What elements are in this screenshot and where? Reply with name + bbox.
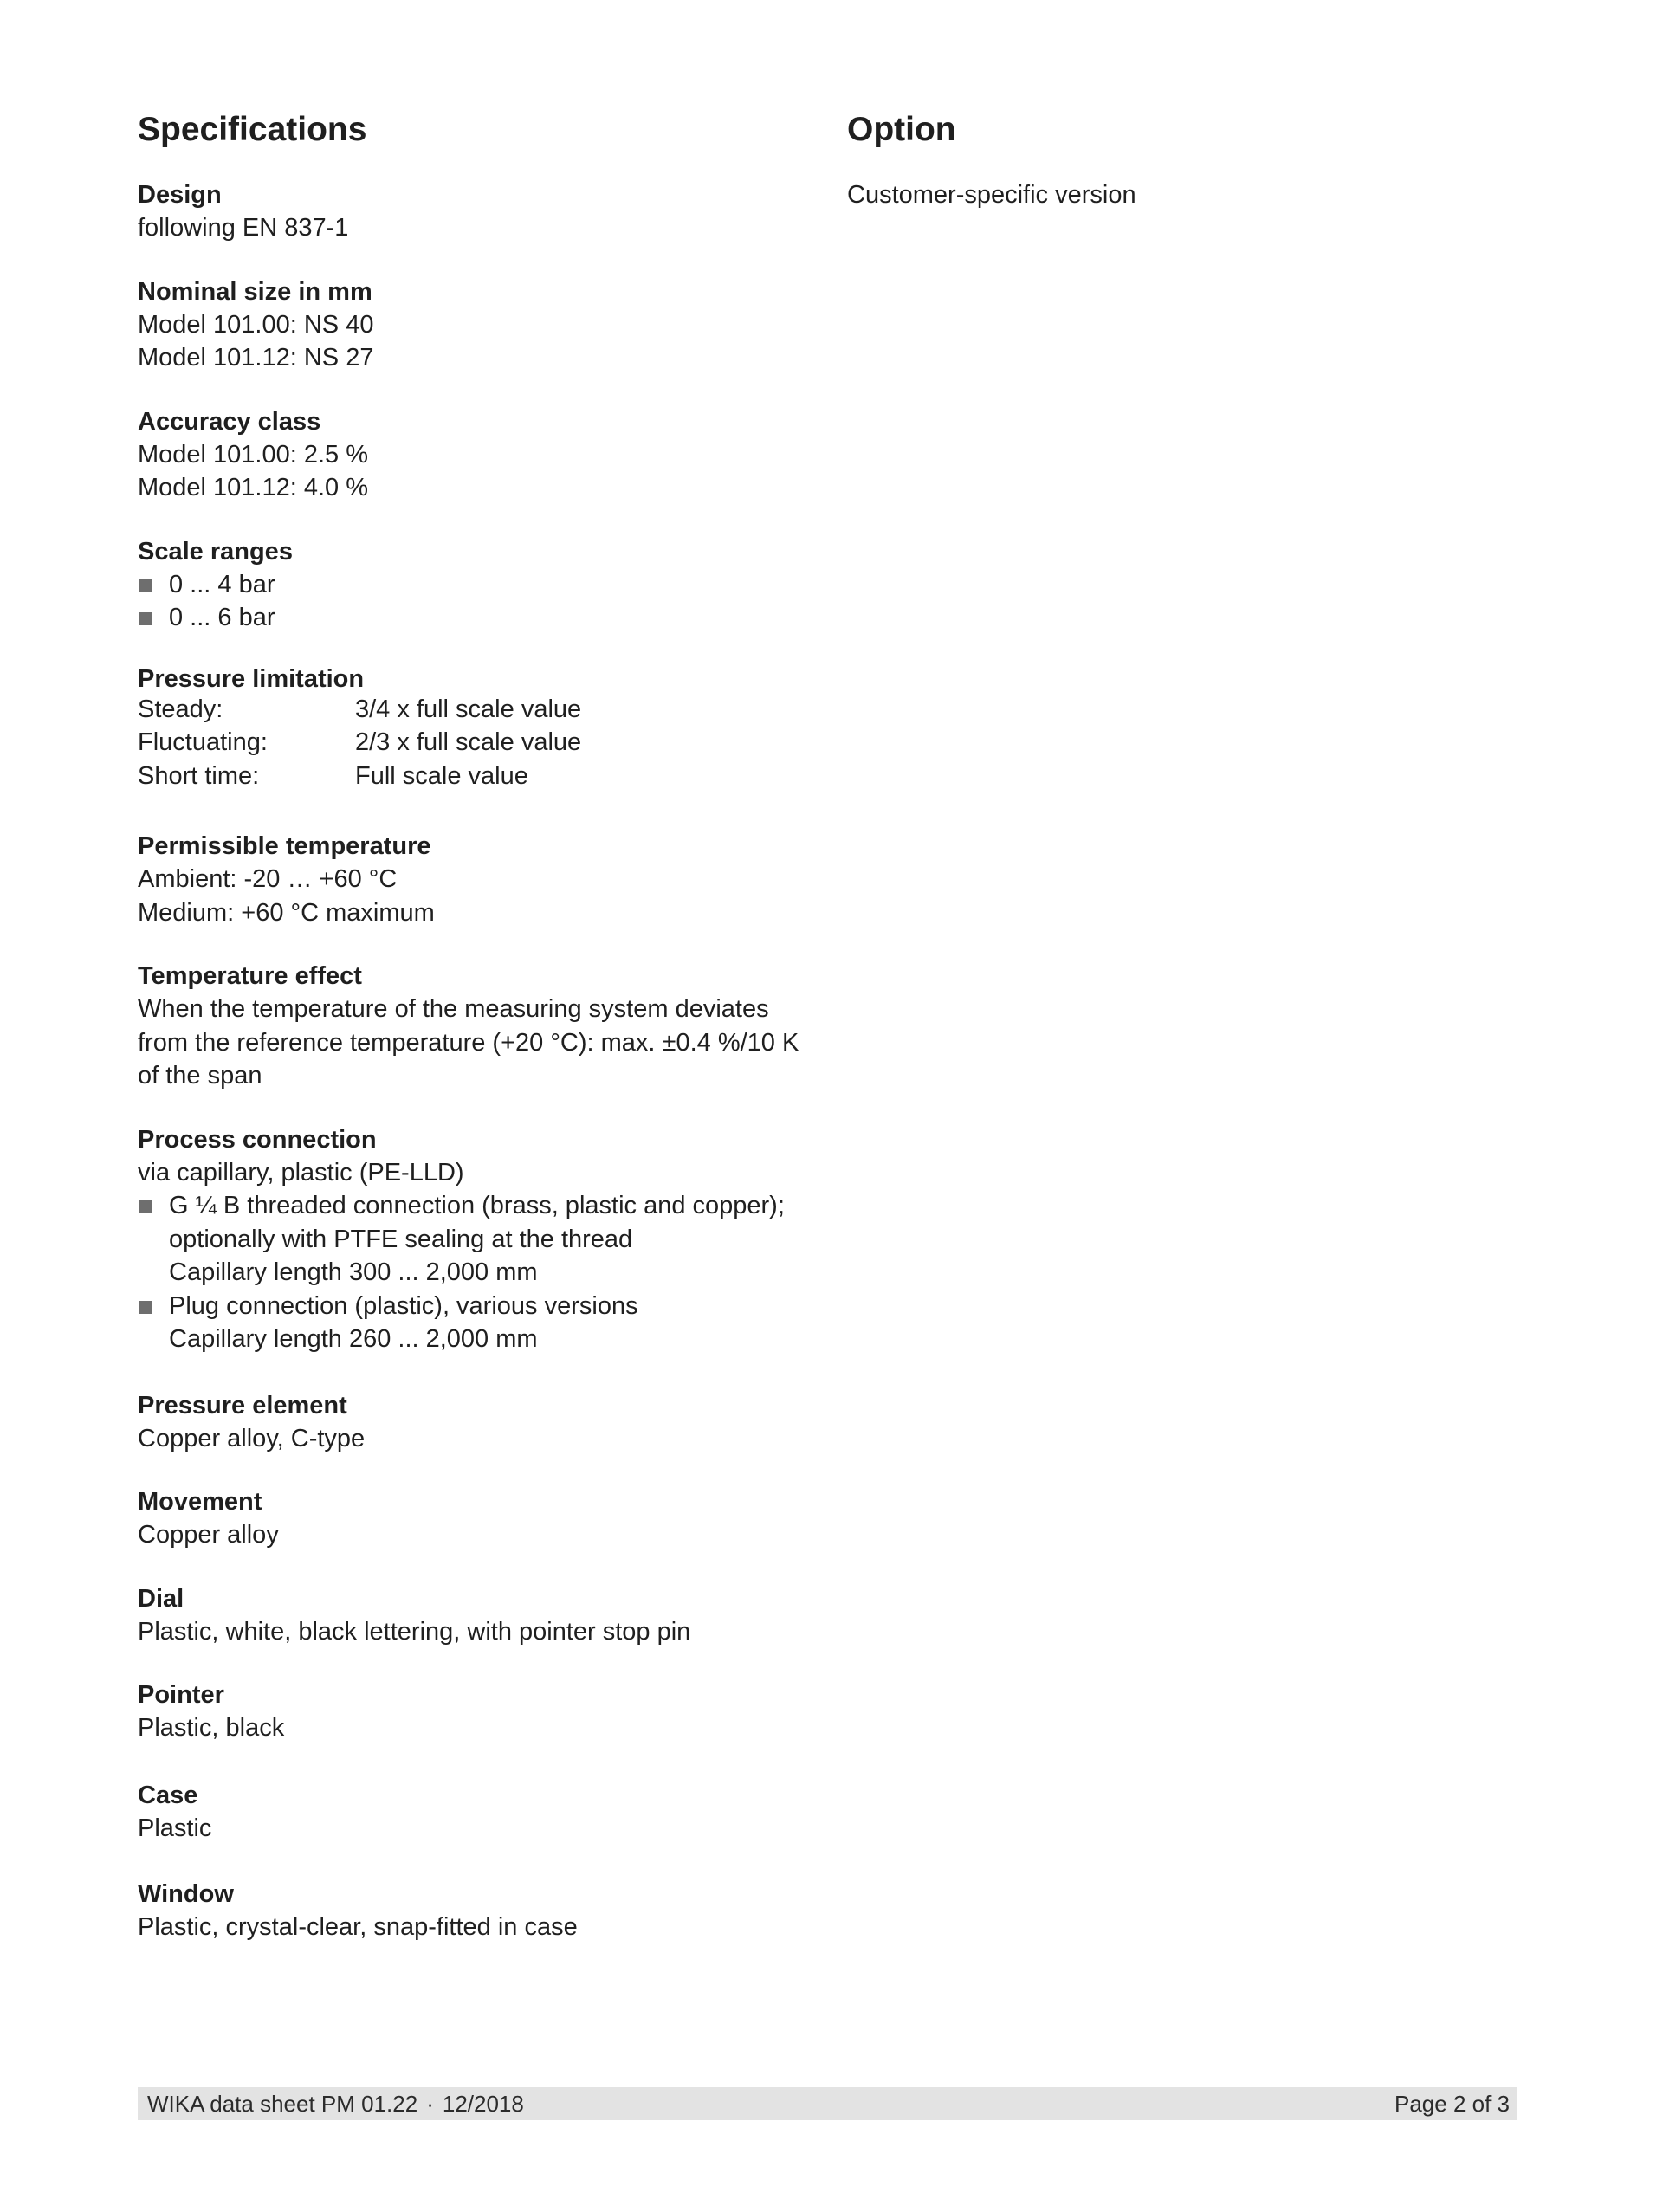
nominal-size-section — [138, 275, 796, 375]
scale-range-item — [138, 568, 796, 602]
scale-range-text: 0 ... 6 bar — [169, 604, 275, 631]
process-connection-text: Capillary length 260 ... 2,000 mm — [169, 1325, 538, 1353]
process-connection-list — [138, 1189, 796, 1356]
pressure-limitation-title: Pressure limitation — [138, 664, 365, 693]
specifications-heading: Specifications — [138, 111, 367, 148]
option-heading: Option — [847, 111, 956, 148]
specifications-column — [138, 178, 799, 1975]
pressure-limitation-value: 3/4 x full scale value — [355, 695, 582, 723]
pressure-limitation-value: 2/3 x full scale value — [355, 728, 582, 756]
process-connection-item — [138, 1290, 796, 1356]
case-value: Plastic — [138, 1814, 212, 1842]
pressure-limitation-row — [138, 726, 796, 760]
case-title: Case — [138, 1781, 198, 1809]
nominal-size-line: Model 101.00: NS 40 — [138, 310, 374, 339]
temperature-effect-title: Temperature effect — [138, 962, 362, 990]
scale-ranges-section — [138, 535, 796, 635]
dial-title: Dial — [138, 1584, 184, 1613]
accuracy-class-line: Model 101.12: 4.0 % — [138, 474, 369, 501]
movement-value: Copper alloy — [138, 1521, 279, 1549]
pressure-element-title: Pressure element — [138, 1391, 347, 1420]
option-column — [847, 178, 1505, 211]
process-connection-text: Plug connection (plastic), various versions — [169, 1291, 638, 1320]
movement-section — [138, 1485, 796, 1552]
design-value: following EN 837-1 — [138, 214, 349, 242]
process-connection-text: optionally with PTFE sealing at the thread — [169, 1225, 633, 1253]
pressure-limitation-row — [138, 760, 796, 793]
pressure-limitation-value: Full scale value — [355, 761, 528, 790]
pressure-element-value: Copper alloy, C-type — [138, 1424, 366, 1452]
pointer-title: Pointer — [138, 1681, 224, 1709]
window-section — [138, 1878, 796, 1944]
square-bullet-icon — [139, 1200, 152, 1213]
square-bullet-icon — [139, 579, 152, 592]
page-footer — [138, 2087, 1517, 2120]
pressure-limitation-key: Fluctuating: — [138, 728, 268, 756]
pointer-value: Plastic, black — [138, 1714, 285, 1742]
temperature-effect-line: from the reference temperature (+20 °C): max. ±0.4 %/10 K — [138, 1028, 799, 1057]
square-bullet-icon — [139, 1301, 152, 1314]
window-title: Window — [138, 1880, 234, 1908]
accuracy-class-title: Accuracy class — [138, 407, 321, 436]
movement-title: Movement — [138, 1488, 262, 1516]
pressure-limitation-key: Steady: — [138, 695, 223, 723]
accuracy-class-section — [138, 405, 796, 505]
footer-doc-info — [147, 2087, 524, 2120]
scale-ranges-list — [138, 568, 796, 635]
temperature-effect-section — [138, 960, 799, 1093]
permissible-temperature-section — [138, 830, 796, 929]
dial-value: Plastic, white, black lettering, with pointer stop pin — [138, 1617, 691, 1646]
footer-doc-title: WIKA data sheet PM 01.22 — [147, 2091, 418, 2117]
case-section — [138, 1779, 796, 1846]
scale-range-item — [138, 601, 796, 635]
pressure-limitation-key: Short time: — [138, 761, 260, 790]
process-connection-text: G ¼ B threaded connection (brass, plastic and copper); — [169, 1192, 785, 1219]
design-title: Design — [138, 181, 222, 209]
permissible-temperature-line: Ambient: -20 … +60 °C — [138, 865, 398, 893]
dial-section — [138, 1582, 796, 1649]
temperature-effect-line: When the temperature of the measuring system deviates — [138, 995, 769, 1023]
footer-separator: · — [426, 2091, 434, 2117]
design-section — [138, 178, 796, 245]
scale-range-text: 0 ... 4 bar — [169, 570, 275, 598]
window-value: Plastic, crystal-clear, snap-fitted in case — [138, 1913, 578, 1941]
temperature-effect-line: of the span — [138, 1062, 262, 1090]
process-connection-item — [138, 1189, 796, 1290]
permissible-temperature-title: Permissible temperature — [138, 832, 431, 860]
permissible-temperature-line: Medium: +60 °C maximum — [138, 898, 435, 927]
option-text: Customer-specific version — [847, 181, 1136, 209]
scale-ranges-title: Scale ranges — [138, 537, 293, 566]
nominal-size-title: Nominal size in mm — [138, 277, 372, 306]
footer-page-number: Page 2 of 3 — [1394, 2091, 1510, 2117]
pressure-limitation-row — [138, 693, 796, 727]
square-bullet-icon — [139, 612, 152, 625]
pointer-section — [138, 1678, 796, 1745]
pressure-limitation-section — [138, 665, 796, 793]
process-connection-section — [138, 1123, 796, 1356]
nominal-size-line: Model 101.12: NS 27 — [138, 344, 374, 372]
process-connection-title: Process connection — [138, 1125, 377, 1154]
pressure-element-section — [138, 1389, 796, 1456]
process-connection-text: Capillary length 300 ... 2,000 mm — [169, 1258, 538, 1286]
accuracy-class-line: Model 101.00: 2.5 % — [138, 440, 369, 469]
process-connection-intro: via capillary, plastic (PE-LLD) — [138, 1158, 464, 1187]
footer-date: 12/2018 — [442, 2091, 524, 2117]
